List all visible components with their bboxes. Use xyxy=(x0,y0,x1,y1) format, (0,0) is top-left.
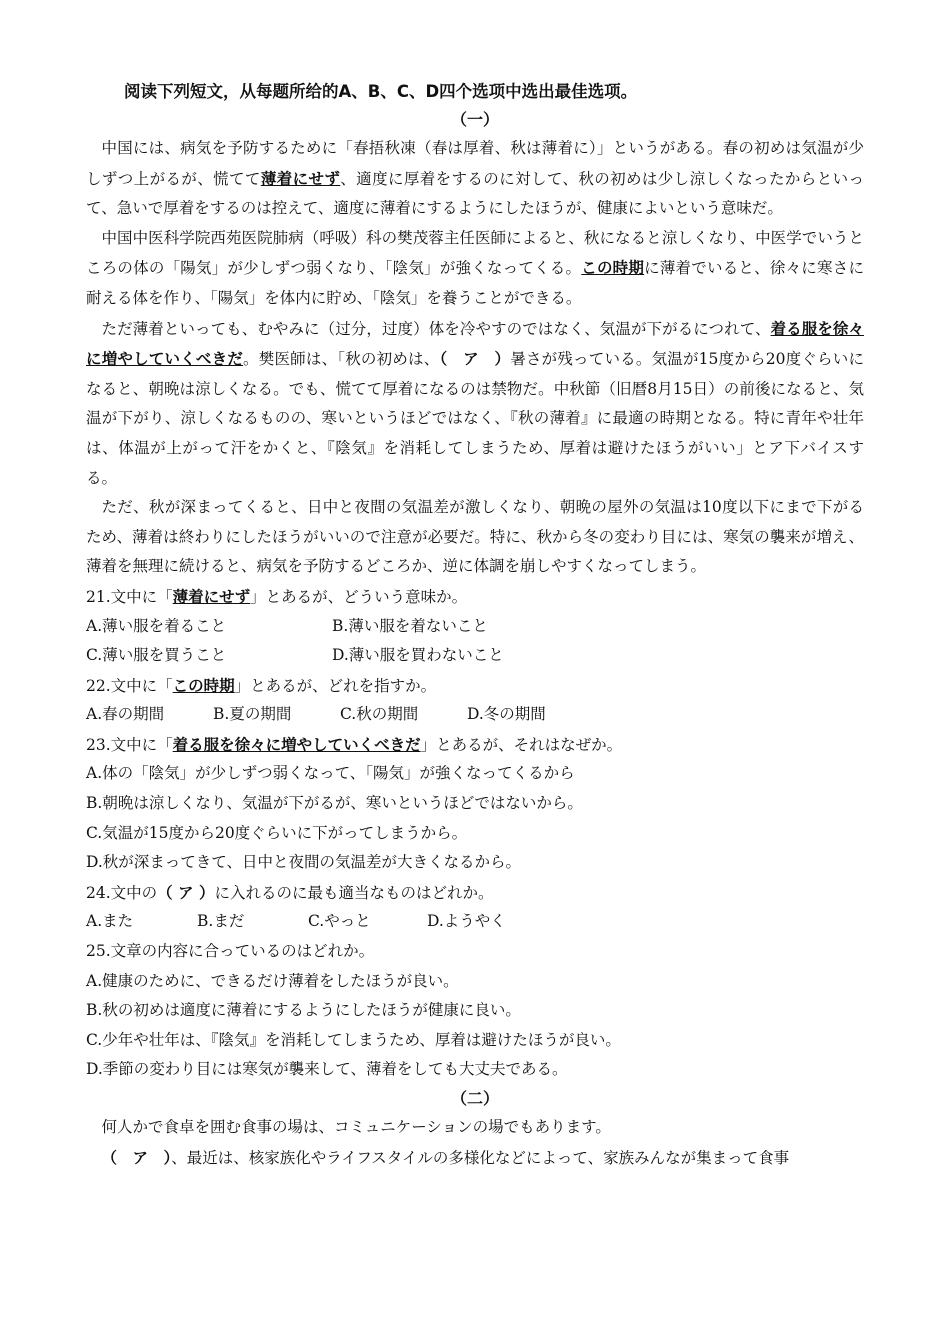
question-22-options xyxy=(86,700,864,730)
question-21: 21.文中に「薄着にせず」とあるが、どういう意味か。 xyxy=(86,586,468,606)
option-24a[interactable]: A.また xyxy=(86,912,134,931)
option-23b[interactable]: B.朝晩は涼しくなり、気温が下がるが、寒いというほどではないから。 xyxy=(86,794,583,813)
passage2-paragraph-2: （ ア ）、最近は、核家族化やライフスタイルの多様化などによって、家族みんなが集まって食事 xyxy=(101,1147,790,1167)
question-21-options-ab xyxy=(86,612,864,642)
option-24d[interactable]: D.ようやく xyxy=(427,912,506,931)
option-24c[interactable]: C.やっと xyxy=(308,912,371,931)
option-24b[interactable]: B.まだ xyxy=(197,912,245,931)
option-21a[interactable]: A.薄い服を着ること xyxy=(86,616,227,635)
option-21d[interactable]: D.薄い服を買わないこと xyxy=(332,646,504,665)
question-24: 24.文中の（ ア ）に入れるのに最も適当なものはどれか。 xyxy=(86,882,494,902)
keyword-kono-jiki: この時期 xyxy=(581,258,645,278)
passage-paragraph-1: 中国には、病気を予防するために「春捂秋凍（春は厚着、秋は薄着に）」というがある。春の初めは気温が少しずつ上がるが、慌てて薄着にせず、適度に厚着をするのに対して、秋の初めは少し涼しくなったからといって、急いで厚着をするのは控えて、適度に薄着にするようにしたほうが、健康によいという意味だ。 xyxy=(86,139,864,218)
passage-paragraph-3: ただ薄着といっても、むやみに（过分，过度）体を冷やすのではなく、気温が下がるにつれて、着る服を徐々に増やしていくべきだ。樊医師は、「秋の初めは、（ ア ）暑さが残っている。気温が15度から20度ぐらいになると、朝晩は涼しくなる。でも、慌てて厚着になるのは禁物だ。中秋節（旧暦8月15日）の前後になると、気温が下がり、涼しくなるものの、寒いというほどではなく、『秋の薄着』に最適の時期となる。特に青年や壮年は、体温が上がって汗をかくと、『陰気』を消耗してしまうため、厚着は避けたほうがいい」とア下バイスする。 xyxy=(86,318,864,487)
question-25: 25.文章の内容に合っているのはどれか。 xyxy=(86,942,375,961)
question-22: 22.文中に「この時期」とあるが、どれを指すか。 xyxy=(86,675,437,695)
passage-paragraph-4: ただ、秋が深まってくると、日中と夜間の気温差が激しくなり、朝晩の屋外の気温は10度以下にまで下がるため、薄着は終わりにしたほうがいいので注意が必要だ。特に、秋から冬の変わり目には、寒気の襲来が増え、薄着を無理に続けると、病気を予防するどころか、逆に体調を崩しやすくなってしまう。 xyxy=(86,498,864,576)
blank-a: （ ア ） xyxy=(439,349,511,369)
option-23c[interactable]: C.気温が15度から20度ぐらいに下がってしまうから。 xyxy=(86,823,468,842)
question-23: 23.文中に「着る服を徐々に増やしていくべきだ」とあるが、それはなぜか。 xyxy=(86,734,623,754)
passage2-paragraph-1: 何人かで食卓を囲む食事の場は、コミュニケーションの場でもあります。 xyxy=(101,1118,611,1136)
option-22c[interactable]: C.秋の期間 xyxy=(340,705,419,724)
blank-a-2: （ ア ） xyxy=(101,1147,172,1167)
option-22d[interactable]: D.冬の期間 xyxy=(467,705,546,724)
keyword-usugi-ni-sezu: 薄着にせず xyxy=(260,168,341,188)
option-21c[interactable]: C.薄い服を買うこと xyxy=(86,646,227,665)
option-25c[interactable]: C.少年や壮年は、『陰気』を消耗してしまうため、厚着は避けたほうが良い。 xyxy=(86,1030,621,1049)
document-page xyxy=(86,78,864,1173)
option-21b[interactable]: B.薄い服を着ないこと xyxy=(332,616,488,635)
section-title-2: （二） xyxy=(450,1089,499,1108)
section-title-1: （一） xyxy=(450,110,499,129)
option-25d[interactable]: D.季節の変わり目には寒気が襲来して、薄着をしても大丈夫である。 xyxy=(86,1060,568,1079)
option-23a[interactable]: A.体の「陰気」が少しずつ弱くなって、「陽気」が強くなってくるから xyxy=(86,764,575,783)
instruction: 阅读下列短文，从每题所给的A、B、C、D四个选项中选出最佳选项。 xyxy=(124,82,638,101)
option-22a[interactable]: A.春の期間 xyxy=(86,705,165,724)
option-25a[interactable]: A.健康のために、できるだけ薄着をしたほうが良い。 xyxy=(86,971,459,990)
option-23d[interactable]: D.秋が深まってきて、日中と夜間の気温差が大きくなるから。 xyxy=(86,853,521,872)
option-25b[interactable]: B.秋の初めは適度に薄着にするようにしたほうが健康に良い。 xyxy=(86,1001,521,1020)
question-21-options-cd xyxy=(86,641,864,671)
keyword-kiru-fuku: 着る服を徐々に増やしていくべきだ xyxy=(86,318,864,369)
option-22b[interactable]: B.夏の期間 xyxy=(213,705,292,724)
question-24-options xyxy=(86,907,864,937)
passage-paragraph-2: 中国中医科学院西苑医院肺病（呼吸）科の樊茂蓉主任医師によると、秋になると涼しくなり、中医学でいうところの体の「陽気」が少しずつ弱くなり、「陰気」が強くなってくる。この時期に薄着でいると、徐々に寒さに耐える体を作り、「陽気」を体内に貯め、「陰気」を養うことができる。 xyxy=(86,228,864,307)
